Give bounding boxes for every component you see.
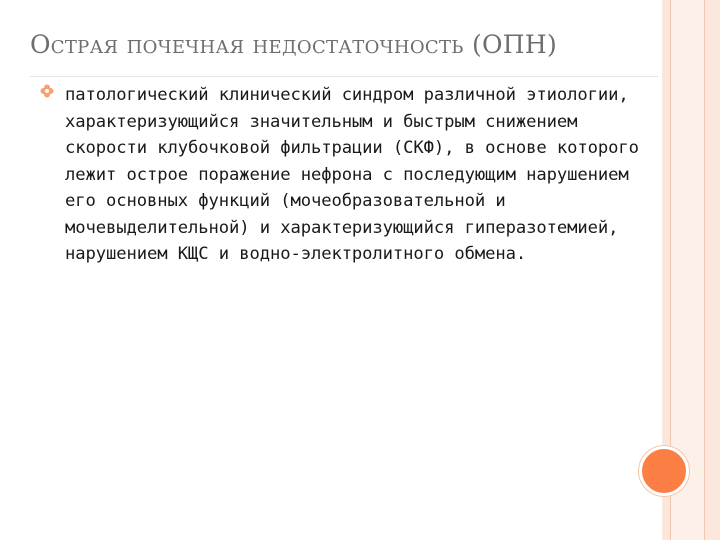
frame-divider-line (704, 0, 705, 540)
orange-circle-icon (639, 446, 689, 496)
slide-title: Острая почечная недостаточность (ОПН) (30, 30, 558, 59)
bullet-item (40, 82, 650, 268)
bullet-text: патологический клинический синдром различной этиологии, характеризующийся значительным и быстрым снижением скорости клубочковой фильтрации (СКФ), в основе которого лежит острое поражение нефрона с последующим нарушением его основных функций (мочеобразовательной и мочевыделительной) и характеризующийся гиперазотемией, нарушением КЩС и водно-электролитного обмена. (65, 85, 639, 264)
slide-content (40, 82, 650, 268)
flower-bullet-icon (40, 84, 54, 98)
title-divider (30, 76, 658, 77)
